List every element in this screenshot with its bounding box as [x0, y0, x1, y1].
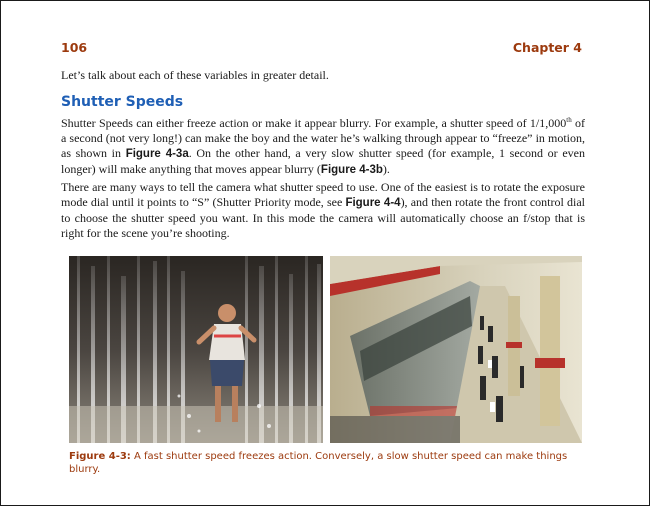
- p1-superscript: th: [566, 116, 572, 124]
- p2-text-2: ), and then rotate the front control dial to choose the shutter speed you want. In this mode the camera will automatically choose an f/stop that is right for the scene you’re shooting.: [61, 195, 585, 240]
- p1-text-3: . On the other hand, a very slow shutter speed (for example, 1 second or even longer) will make anything that moves appear blurry (: [61, 146, 585, 176]
- chapter-label: Chapter 4: [512, 40, 582, 55]
- section-heading: Shutter Speeds: [61, 94, 184, 110]
- intro-paragraph: Let’s talk about each of these variables in greater detail.: [61, 68, 329, 82]
- caption-label: Figure 4-3:: [69, 451, 131, 462]
- p1-text-2: of a second (not very long!) can make the boy and the water he’s walking through appear to “freeze” in motion, as shown in: [61, 116, 586, 160]
- running-header: [61, 40, 582, 55]
- page-number: 106: [61, 40, 88, 55]
- figure-caption: [69, 450, 589, 476]
- p1-text-4: ).: [382, 162, 390, 176]
- p1-text-1: Shutter Speeds can either freeze action or make it appear blurry. For example, a shutter speed of 1/1,000: [61, 116, 567, 130]
- figure-ref-4-3b: Figure 4-3b: [320, 164, 383, 176]
- p2-text-1: There are many ways to tell the camera what shutter speed to use. One of the easiest is to rotate the exposure mode dial until it points to “S” (Shutter Priority mode, see: [61, 180, 585, 209]
- subway-train-motion-blur-photo: [330, 256, 582, 443]
- paragraph-shutter-priority: [61, 180, 585, 241]
- figure-ref-4-4: Figure 4-4: [345, 197, 401, 209]
- paragraph-shutter-speeds: [61, 116, 585, 178]
- figure-ref-4-3a: Figure 4-3a: [125, 148, 189, 160]
- caption-text: A fast shutter speed freezes action. Conversely, a slow shutter speed can make things blurry.: [69, 451, 568, 475]
- boy-in-fountain-photo: [69, 256, 323, 443]
